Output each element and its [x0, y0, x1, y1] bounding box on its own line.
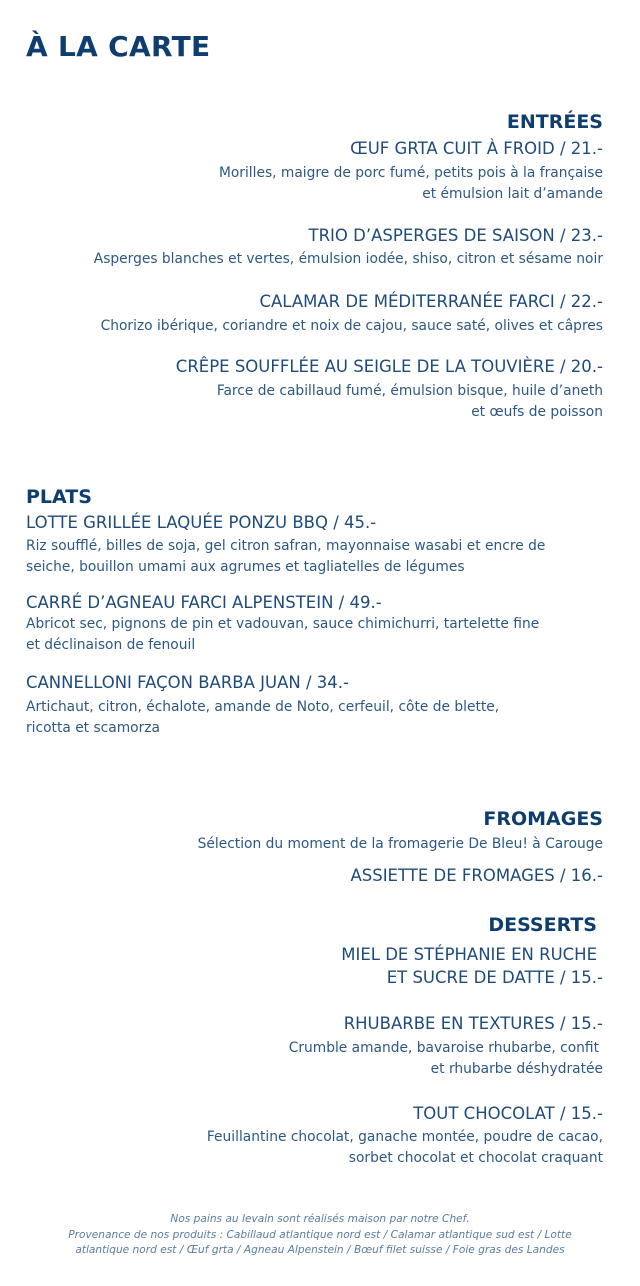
dish-name: MIEL DE STÉPHANIE EN RUCHE [341, 945, 597, 964]
dish-name: ET SUCRE DE DATTE / 15.- [386, 968, 603, 987]
dish-description: Chorizo ibérique, coriandre et noix de cajou, sauce saté, olives et câpres [100, 318, 603, 334]
dish-description: Abricot sec, pignons de pin et vadouvan, sauce chimichurri, tartelette fine et déclinaison de fenouil [26, 616, 540, 653]
dish-description: Farce de cabillaud fumé, émulsion bisque, huile d’aneth et œufs de poisson [216, 383, 603, 420]
dish-name: CRÊPE SOUFFLÉE AU SEIGLE DE LA TOUVIÈRE / 20.- [175, 357, 603, 376]
dish-name: ŒUF GRTA CUIT À FROID / 21.- [350, 139, 603, 158]
page-title: À LA CARTE [26, 30, 211, 63]
dish-name: CANNELLONI FAÇON BARBA JUAN / 34.- [26, 673, 349, 692]
dish-description: Crumble amande, bavaroise rhubarbe, confit [288, 1040, 599, 1056]
dish-name: CARRÉ D’AGNEAU FARCI ALPENSTEIN / 49.- [26, 593, 382, 612]
section-heading-fromages: FROMAGES [483, 808, 603, 830]
dish-description: Riz soufflé, billes de soja, gel citron safran, mayonnaise wasabi et encre de seiche, bouillon umami aux agrumes et tagliatelles de légumes [26, 538, 546, 575]
section-heading-desserts: DESSERTS [488, 914, 597, 936]
section-heading-plats: PLATS [26, 486, 92, 508]
dish-name: ASSIETTE DE FROMAGES / 16.- [350, 866, 603, 885]
dish-name: RHUBARBE EN TEXTURES / 15.- [343, 1014, 603, 1033]
dish-description: Feuillantine chocolat, ganache montée, poudre de cacao, sorbet chocolat et chocolat craquant [206, 1129, 603, 1166]
dish-description: et rhubarbe déshydratée [430, 1061, 603, 1077]
dish-name: TRIO D’ASPERGES DE SAISON / 23.- [308, 226, 603, 245]
dish-name: LOTTE GRILLÉE LAQUÉE PONZU BBQ / 45.- [26, 513, 377, 532]
dish-description: Artichaut, citron, échalote, amande de Noto, cerfeuil, côte de blette, ricotta et scamorza [26, 699, 500, 736]
footer-note: Nos pains au levain sont réalisés maison par notre Chef. Provenance de nos produits : Cabillaud atlantique nord est / Calamar atlantique sud est / Lotte atlantique nord est / Œuf grta / Agneau Alpenstein / Bœuf filet suisse / Foie gras des Landes [68, 1213, 572, 1256]
dish-description: Morilles, maigre de porc fumé, petits pois à la française et émulsion lait d’amande [218, 165, 603, 202]
section-intro: Sélection du moment de la fromagerie De Bleu! à Carouge [197, 836, 603, 852]
dish-description: Asperges blanches et vertes, émulsion iodée, shiso, citron et sésame noir [93, 251, 603, 267]
dish-name: TOUT CHOCOLAT / 15.- [413, 1104, 603, 1123]
section-heading-entrees: ENTRÉES [506, 111, 603, 133]
dish-name: CALAMAR DE MÉDITERRANÉE FARCI / 22.- [259, 292, 603, 311]
